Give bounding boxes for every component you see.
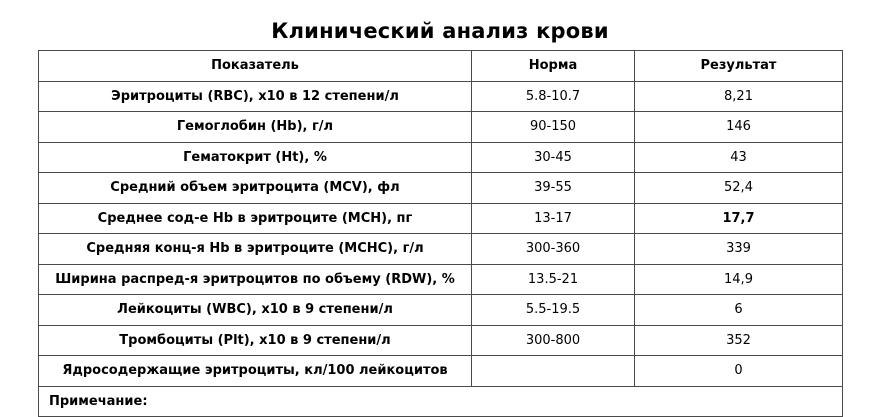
result-cell: 352 xyxy=(635,325,843,356)
table-row xyxy=(39,81,843,112)
table-row xyxy=(39,356,843,387)
parameter-cell: Лейкоциты (WBC), x10 в 9 степени/л xyxy=(39,295,472,326)
column-header-result: Результат xyxy=(635,51,843,82)
result-cell: 43 xyxy=(635,142,843,173)
result-cell: 8,21 xyxy=(635,81,843,112)
norm-cell: 300-800 xyxy=(472,325,635,356)
norm-cell: 30-45 xyxy=(472,142,635,173)
result-cell: 14,9 xyxy=(635,264,843,295)
table-row xyxy=(39,325,843,356)
result-cell: 146 xyxy=(635,112,843,143)
table-row xyxy=(39,203,843,234)
parameter-cell: Ширина распред-я эритроцитов по объему (RDW), % xyxy=(39,264,472,295)
result-cell: 0 xyxy=(635,356,843,387)
norm-cell: 39-55 xyxy=(472,173,635,204)
parameter-cell: Ядросодержащие эритроциты, кл/100 лейкоцитов xyxy=(39,356,472,387)
norm-cell: 90-150 xyxy=(472,112,635,143)
note-row xyxy=(39,386,843,417)
norm-cell: 5.8-10.7 xyxy=(472,81,635,112)
parameter-cell: Средний объем эритроцита (MCV), фл xyxy=(39,173,472,204)
result-cell: 17,7 xyxy=(635,203,843,234)
table-row xyxy=(39,234,843,265)
norm-cell: 5.5-19.5 xyxy=(472,295,635,326)
parameter-cell: Эритроциты (RBC), x10 в 12 степени/л xyxy=(39,81,472,112)
table-header-row xyxy=(39,51,843,82)
column-header-parameter: Показатель xyxy=(39,51,472,82)
parameter-cell: Тромбоциты (Plt), x10 в 9 степени/л xyxy=(39,325,472,356)
result-cell: 6 xyxy=(635,295,843,326)
page-title: Клинический анализ крови xyxy=(271,19,609,43)
note-label: Примечание: xyxy=(39,386,843,417)
norm-cell: 13-17 xyxy=(472,203,635,234)
parameter-cell: Гемоглобин (Hb), г/л xyxy=(39,112,472,143)
result-cell: 339 xyxy=(635,234,843,265)
column-header-norm: Норма xyxy=(472,51,635,82)
table-row xyxy=(39,173,843,204)
result-cell: 52,4 xyxy=(635,173,843,204)
parameter-cell: Среднее сод-е Hb в эритроците (MCH), пг xyxy=(39,203,472,234)
table-row xyxy=(39,295,843,326)
table-row xyxy=(39,112,843,143)
parameter-cell: Гематокрит (Ht), % xyxy=(39,142,472,173)
parameter-cell: Средняя конц-я Hb в эритроците (MCHC), г/л xyxy=(39,234,472,265)
norm-cell: 300-360 xyxy=(472,234,635,265)
table-row xyxy=(39,264,843,295)
blood-analysis-table xyxy=(38,50,843,417)
table-row xyxy=(39,142,843,173)
norm-cell xyxy=(472,356,635,387)
norm-cell: 13.5-21 xyxy=(472,264,635,295)
